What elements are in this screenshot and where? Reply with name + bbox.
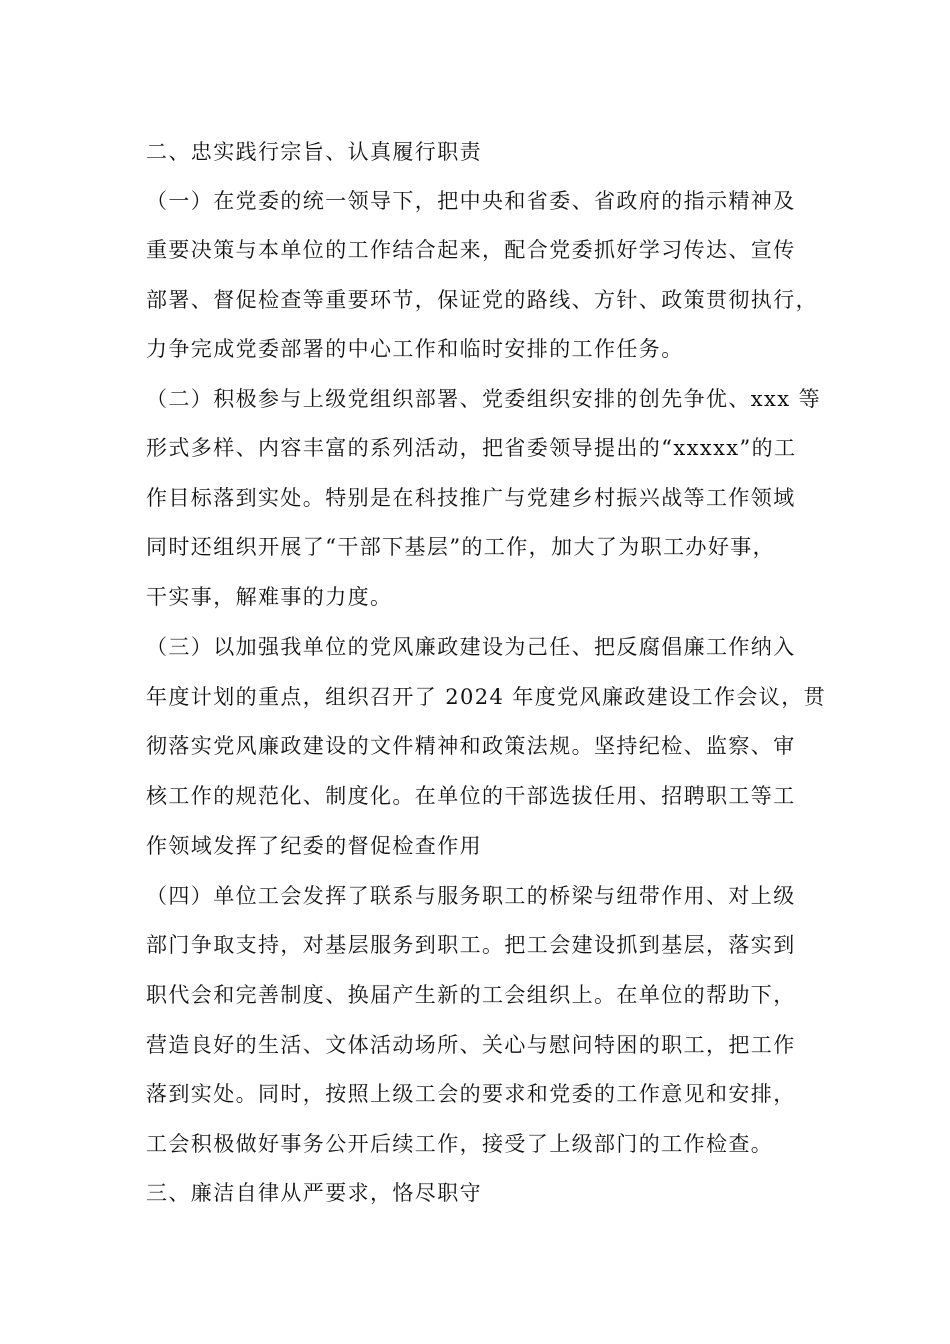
paragraph-4-line-5: 落到实处。同时，按照上级工会的要求和党委的工作意见和安排， — [146, 1082, 796, 1106]
paragraph-3-line-3: 彻落实党风廉政建设的文件精神和政策法规。坚持纪检、监察、审 — [146, 734, 796, 758]
paragraph-4-line-6: 工会积极做好事务公开后续工作，接受了上级部门的工作检查。 — [146, 1132, 774, 1156]
paragraph-3-line-5: 作领域发挥了纪委的督促检查作用 — [146, 834, 482, 858]
paragraph-4-line-2: 部门争取支持，对基层服务到职工。把工会建设抓到基层，落实到 — [146, 933, 796, 957]
paragraph-2-line-2: 形式多样、内容丰富的系列活动，把省委领导提出的“xxxxx”的工 — [146, 436, 797, 460]
paragraph-1-line-4: 力争完成党委部署的中心工作和临时安排的工作任务。 — [146, 337, 684, 361]
section-heading-2: 二、忠实践行宗旨、认真履行职责 — [146, 140, 482, 164]
paragraph-1-line-1: （一）在党委的统一领导下，把中央和省委、省政府的指示精神及 — [146, 189, 796, 213]
paragraph-3-line-4: 核工作的规范化、制度化。在单位的干部选拔任用、招聘职工等工 — [146, 784, 796, 808]
section-heading-3: 三、廉洁自律从严要求，恪尽职守 — [146, 1181, 482, 1205]
paragraph-3-line-1: （三）以加强我单位的党风廉政建设为己任、把反腐倡廉工作纳入 — [146, 635, 796, 659]
paragraph-2-line-1: （二）积极参与上级党组织部署、党委组织安排的创先争优、xxx 等 — [146, 387, 822, 411]
paragraph-2-line-5: 干实事，解难事的力度。 — [146, 585, 393, 609]
paragraph-4-line-1: （四）单位工会发挥了联系与服务职工的桥梁与纽带作用、对上级 — [146, 884, 796, 908]
paragraph-4-line-3: 职代会和完善制度、换届产生新的工会组织上。在单位的帮助下， — [146, 983, 796, 1007]
paragraph-1-line-3: 部署、督促检查等重要环节，保证党的路线、方针、政策贯彻执行， — [146, 288, 818, 312]
paragraph-4-line-4: 营造良好的生活、文体活动场所、关心与慰问特困的职工，把工作 — [146, 1033, 796, 1057]
paragraph-2-line-4: 同时还组织开展了“干部下基层”的工作，加大了为职工办好事， — [146, 535, 776, 559]
paragraph-1-line-2: 重要决策与本单位的工作结合起来，配合党委抓好学习传达、宣传 — [146, 238, 796, 262]
paragraph-3-line-2: 年度计划的重点，组织召开了 2024 年度党风廉政建设工作会议，贯 — [146, 685, 826, 709]
paragraph-2-line-3: 作目标落到实处。特别是在科技推广与党建乡村振兴战等工作领域 — [146, 486, 796, 510]
